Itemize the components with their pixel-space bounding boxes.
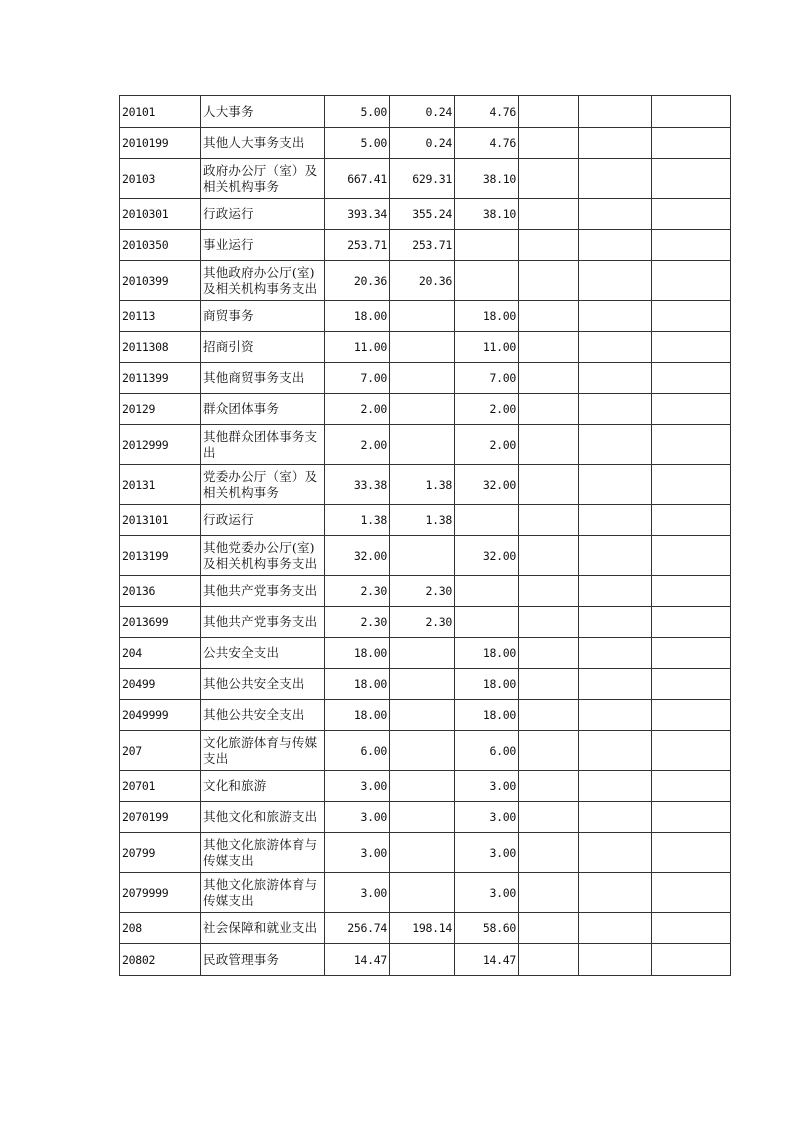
cell-code: 2011399 (120, 363, 201, 394)
cell-empty (579, 771, 652, 802)
table-row (120, 536, 731, 576)
cell-empty (519, 771, 579, 802)
table-row (120, 638, 731, 669)
table-row (120, 833, 731, 873)
cell-empty (579, 505, 652, 536)
cell-project-expenditure: 14.47 (455, 944, 519, 976)
cell-empty (579, 913, 652, 944)
cell-code: 2079999 (120, 873, 201, 913)
cell-subject-name: 行政运行 (201, 199, 325, 230)
cell-total: 667.41 (325, 159, 390, 199)
cell-total: 18.00 (325, 301, 390, 332)
cell-empty (652, 425, 731, 465)
cell-subject-name: 其他公共安全支出 (201, 669, 325, 700)
cell-project-expenditure: 7.00 (455, 363, 519, 394)
table-row (120, 700, 731, 731)
cell-empty (652, 128, 731, 159)
cell-empty (652, 301, 731, 332)
cell-empty (579, 128, 652, 159)
cell-empty (652, 394, 731, 425)
cell-empty (579, 873, 652, 913)
cell-project-expenditure: 3.00 (455, 873, 519, 913)
cell-project-expenditure (455, 505, 519, 536)
cell-empty (652, 576, 731, 607)
cell-empty (579, 465, 652, 505)
table-row (120, 332, 731, 363)
table-row (120, 363, 731, 394)
cell-empty (652, 913, 731, 944)
cell-empty (579, 700, 652, 731)
cell-basic-expenditure: 2.30 (390, 607, 455, 638)
table-row (120, 159, 731, 199)
cell-empty (579, 363, 652, 394)
cell-empty (579, 638, 652, 669)
cell-basic-expenditure: 2.30 (390, 576, 455, 607)
cell-empty (519, 536, 579, 576)
cell-empty (519, 128, 579, 159)
cell-project-expenditure (455, 230, 519, 261)
cell-project-expenditure (455, 576, 519, 607)
cell-code: 208 (120, 913, 201, 944)
cell-subject-name: 群众团体事务 (201, 394, 325, 425)
cell-total: 33.38 (325, 465, 390, 505)
cell-project-expenditure: 2.00 (455, 425, 519, 465)
cell-empty (519, 159, 579, 199)
cell-empty (519, 199, 579, 230)
cell-empty (652, 802, 731, 833)
cell-empty (652, 332, 731, 363)
cell-basic-expenditure: 20.36 (390, 261, 455, 301)
cell-code: 2013699 (120, 607, 201, 638)
cell-project-expenditure: 3.00 (455, 802, 519, 833)
cell-basic-expenditure (390, 301, 455, 332)
cell-total: 18.00 (325, 700, 390, 731)
cell-empty (652, 159, 731, 199)
cell-code: 20136 (120, 576, 201, 607)
cell-project-expenditure: 4.76 (455, 128, 519, 159)
cell-code: 20101 (120, 96, 201, 128)
cell-empty (579, 576, 652, 607)
cell-code: 20799 (120, 833, 201, 873)
cell-basic-expenditure (390, 833, 455, 873)
cell-subject-name: 其他商贸事务支出 (201, 363, 325, 394)
cell-empty (652, 944, 731, 976)
cell-project-expenditure: 4.76 (455, 96, 519, 128)
cell-subject-name: 其他文化和旅游支出 (201, 802, 325, 833)
cell-basic-expenditure (390, 731, 455, 771)
cell-empty (519, 669, 579, 700)
table-row (120, 802, 731, 833)
cell-basic-expenditure (390, 536, 455, 576)
cell-subject-name: 其他人大事务支出 (201, 128, 325, 159)
cell-code: 2013199 (120, 536, 201, 576)
cell-basic-expenditure: 355.24 (390, 199, 455, 230)
cell-empty (652, 199, 731, 230)
cell-empty (652, 536, 731, 576)
cell-project-expenditure: 38.10 (455, 199, 519, 230)
cell-code: 20129 (120, 394, 201, 425)
cell-total: 2.00 (325, 425, 390, 465)
cell-empty (519, 465, 579, 505)
cell-subject-name: 其他共产党事务支出 (201, 576, 325, 607)
cell-empty (652, 638, 731, 669)
cell-subject-name: 其他文化旅游体育与传媒支出 (201, 873, 325, 913)
cell-empty (652, 363, 731, 394)
cell-empty (652, 731, 731, 771)
cell-empty (519, 700, 579, 731)
cell-subject-name: 社会保障和就业支出 (201, 913, 325, 944)
cell-code: 207 (120, 731, 201, 771)
table-row (120, 873, 731, 913)
table-row (120, 731, 731, 771)
cell-empty (579, 833, 652, 873)
cell-total: 14.47 (325, 944, 390, 976)
cell-subject-name: 其他共产党事务支出 (201, 607, 325, 638)
cell-empty (519, 638, 579, 669)
cell-basic-expenditure (390, 425, 455, 465)
table-row (120, 576, 731, 607)
cell-empty (519, 230, 579, 261)
cell-basic-expenditure: 1.38 (390, 505, 455, 536)
cell-code: 2070199 (120, 802, 201, 833)
cell-total: 2.30 (325, 607, 390, 638)
cell-project-expenditure: 18.00 (455, 638, 519, 669)
cell-total: 2.00 (325, 394, 390, 425)
cell-basic-expenditure (390, 700, 455, 731)
table-row (120, 505, 731, 536)
cell-project-expenditure: 18.00 (455, 700, 519, 731)
table-row (120, 96, 731, 128)
table-row (120, 669, 731, 700)
cell-empty (579, 802, 652, 833)
cell-total: 7.00 (325, 363, 390, 394)
cell-empty (519, 731, 579, 771)
cell-empty (652, 261, 731, 301)
cell-empty (579, 301, 652, 332)
cell-subject-name: 其他文化旅游体育与传媒支出 (201, 833, 325, 873)
cell-project-expenditure: 38.10 (455, 159, 519, 199)
cell-total: 11.00 (325, 332, 390, 363)
table-row (120, 425, 731, 465)
cell-empty (579, 261, 652, 301)
cell-empty (519, 802, 579, 833)
cell-empty (579, 159, 652, 199)
cell-empty (519, 944, 579, 976)
cell-total: 253.71 (325, 230, 390, 261)
cell-empty (652, 833, 731, 873)
cell-basic-expenditure (390, 332, 455, 363)
cell-basic-expenditure (390, 363, 455, 394)
cell-empty (652, 505, 731, 536)
cell-code: 2010199 (120, 128, 201, 159)
table-row (120, 913, 731, 944)
cell-subject-name: 商贸事务 (201, 301, 325, 332)
cell-subject-name: 政府办公厅（室）及相关机构事务 (201, 159, 325, 199)
cell-basic-expenditure (390, 873, 455, 913)
cell-code: 2011308 (120, 332, 201, 363)
cell-code: 2010399 (120, 261, 201, 301)
cell-empty (519, 394, 579, 425)
cell-empty (652, 771, 731, 802)
cell-subject-name: 其他公共安全支出 (201, 700, 325, 731)
table-row (120, 128, 731, 159)
cell-empty (519, 913, 579, 944)
cell-subject-name: 其他党委办公厅(室)及相关机构事务支出 (201, 536, 325, 576)
cell-empty (579, 607, 652, 638)
cell-project-expenditure: 18.00 (455, 669, 519, 700)
cell-empty (519, 425, 579, 465)
table-row (120, 465, 731, 505)
cell-code: 2010301 (120, 199, 201, 230)
cell-empty (519, 505, 579, 536)
cell-project-expenditure (455, 607, 519, 638)
cell-basic-expenditure: 1.38 (390, 465, 455, 505)
cell-subject-name: 民政管理事务 (201, 944, 325, 976)
cell-empty (519, 261, 579, 301)
cell-project-expenditure: 2.00 (455, 394, 519, 425)
cell-code: 2010350 (120, 230, 201, 261)
table-body (120, 96, 731, 976)
table-row (120, 944, 731, 976)
cell-subject-name: 人大事务 (201, 96, 325, 128)
cell-basic-expenditure: 198.14 (390, 913, 455, 944)
cell-empty (519, 332, 579, 363)
table-row (120, 301, 731, 332)
cell-total: 18.00 (325, 669, 390, 700)
table-row (120, 199, 731, 230)
cell-project-expenditure: 3.00 (455, 771, 519, 802)
cell-empty (579, 425, 652, 465)
cell-code: 20113 (120, 301, 201, 332)
cell-total: 5.00 (325, 128, 390, 159)
cell-basic-expenditure (390, 802, 455, 833)
cell-total: 18.00 (325, 638, 390, 669)
cell-subject-name: 文化旅游体育与传媒支出 (201, 731, 325, 771)
cell-empty (519, 607, 579, 638)
cell-basic-expenditure (390, 669, 455, 700)
cell-empty (579, 230, 652, 261)
cell-code: 20499 (120, 669, 201, 700)
cell-empty (579, 669, 652, 700)
cell-subject-name: 公共安全支出 (201, 638, 325, 669)
cell-empty (519, 576, 579, 607)
cell-empty (652, 669, 731, 700)
cell-empty (579, 394, 652, 425)
table-row (120, 607, 731, 638)
table-row (120, 261, 731, 301)
cell-project-expenditure: 11.00 (455, 332, 519, 363)
cell-empty (652, 96, 731, 128)
cell-empty (579, 944, 652, 976)
cell-empty (519, 873, 579, 913)
cell-code: 20103 (120, 159, 201, 199)
cell-basic-expenditure (390, 771, 455, 802)
cell-code: 2013101 (120, 505, 201, 536)
cell-project-expenditure: 6.00 (455, 731, 519, 771)
table-row (120, 771, 731, 802)
cell-subject-name: 其他群众团体事务支出 (201, 425, 325, 465)
cell-total: 20.36 (325, 261, 390, 301)
cell-empty (579, 332, 652, 363)
cell-basic-expenditure: 0.24 (390, 96, 455, 128)
cell-total: 3.00 (325, 802, 390, 833)
cell-total: 3.00 (325, 873, 390, 913)
cell-empty (652, 230, 731, 261)
cell-code: 2012999 (120, 425, 201, 465)
cell-total: 393.34 (325, 199, 390, 230)
table-row (120, 230, 731, 261)
cell-code: 204 (120, 638, 201, 669)
cell-code: 2049999 (120, 700, 201, 731)
cell-project-expenditure: 58.60 (455, 913, 519, 944)
cell-code: 20802 (120, 944, 201, 976)
cell-total: 3.00 (325, 833, 390, 873)
cell-basic-expenditure: 629.31 (390, 159, 455, 199)
table-row (120, 394, 731, 425)
cell-subject-name: 文化和旅游 (201, 771, 325, 802)
cell-subject-name: 党委办公厅（室）及相关机构事务 (201, 465, 325, 505)
budget-table (119, 95, 731, 976)
cell-empty (579, 536, 652, 576)
cell-empty (652, 700, 731, 731)
cell-subject-name: 其他政府办公厅(室)及相关机构事务支出 (201, 261, 325, 301)
cell-subject-name: 事业运行 (201, 230, 325, 261)
cell-project-expenditure: 3.00 (455, 833, 519, 873)
cell-empty (579, 731, 652, 771)
cell-basic-expenditure (390, 394, 455, 425)
cell-basic-expenditure (390, 638, 455, 669)
cell-total: 3.00 (325, 771, 390, 802)
cell-empty (519, 833, 579, 873)
cell-total: 32.00 (325, 536, 390, 576)
cell-empty (652, 465, 731, 505)
cell-project-expenditure: 18.00 (455, 301, 519, 332)
cell-empty (652, 873, 731, 913)
cell-basic-expenditure (390, 944, 455, 976)
cell-empty (579, 96, 652, 128)
cell-project-expenditure (455, 261, 519, 301)
cell-basic-expenditure: 253.71 (390, 230, 455, 261)
cell-code: 20701 (120, 771, 201, 802)
cell-empty (652, 607, 731, 638)
cell-subject-name: 招商引资 (201, 332, 325, 363)
cell-empty (519, 363, 579, 394)
cell-project-expenditure: 32.00 (455, 536, 519, 576)
cell-empty (519, 96, 579, 128)
cell-total: 5.00 (325, 96, 390, 128)
cell-total: 1.38 (325, 505, 390, 536)
cell-empty (579, 199, 652, 230)
cell-total: 2.30 (325, 576, 390, 607)
cell-subject-name: 行政运行 (201, 505, 325, 536)
cell-basic-expenditure: 0.24 (390, 128, 455, 159)
cell-empty (519, 301, 579, 332)
cell-total: 256.74 (325, 913, 390, 944)
cell-code: 20131 (120, 465, 201, 505)
cell-project-expenditure: 32.00 (455, 465, 519, 505)
cell-total: 6.00 (325, 731, 390, 771)
